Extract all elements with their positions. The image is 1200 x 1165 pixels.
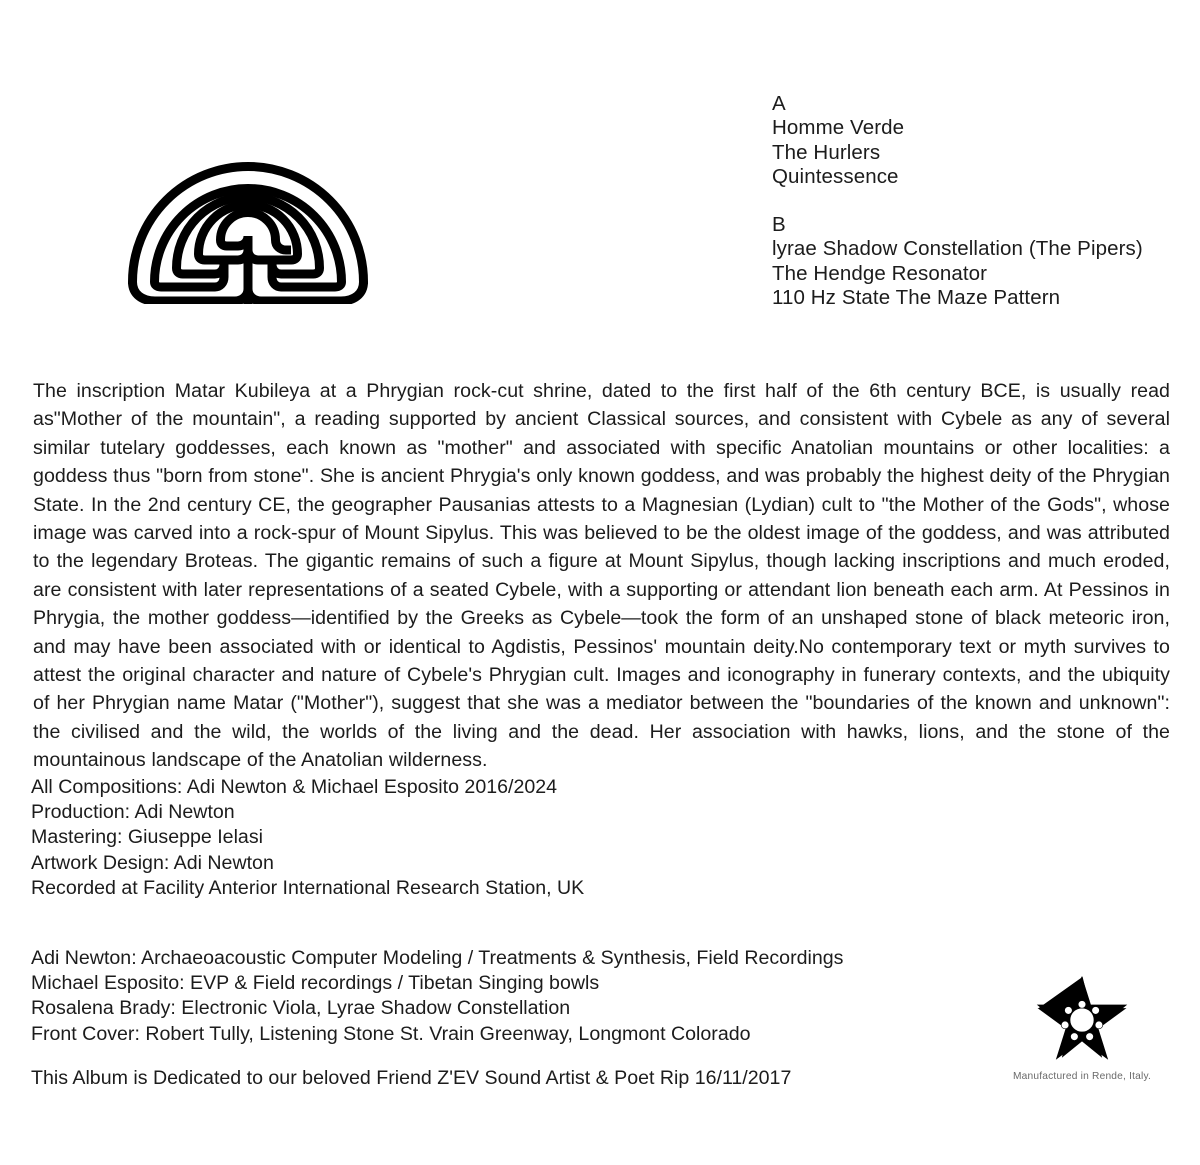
tracklist-side-a xyxy=(772,92,1143,189)
tracklist-side-b xyxy=(772,213,1143,310)
liner-notes-paragraph: The inscription Matar Kubileya at a Phrygian rock-cut shrine, dated to the first half of the 6th century BCE, is usually read as"Mother of the mountain", a reading supported by ancient Classical sources, and consistent with Cybele as any of several similar tutelary goddesses, each known as "mother" and associated with specific Anatolian mountains or other localities: a goddess thus "born from stone". She is ancient Phrygia's only known goddess, and was probably the highest deity of the Phrygian State. In the 2nd century CE, the geographer Pausanias attests to a Magnesian (Lydian) cult to "the Mother of the Gods", whose image was carved into a rock-spur of Mount Sipylus. This was believed to be the oldest image of the goddess, and was attributed to the legendary Broteas. The gigantic remains of such a figure at Mount Sipylus, though lacking inscriptions and much eroded, are consistent with later representations of a seated Cybele, with a supporting or attendant lion beneath each arm. At Pessinos in Phrygia, the mother goddess—identified by the Greeks as Cybele—took the form of an unshaped stone of black meteoric iron, and may have been associated with or identical to Agdistis, Pessinos' mountain deity.No contemporary text or myth survives to attest the original character and nature of Cybele's Phrygian cult. Images and iconography in funerary contexts, and the ubiquity of her Phrygian name Matar ("Mother"), suggest that she was a mediator between the "boundaries of the known and unknown": the civilised and the wild, the worlds of the living and the dead. Her association with hawks, lions, and the stone of the mountainous landscape of the Anatolian wilderness. xyxy=(33,380,1170,772)
heptagram-star-icon xyxy=(1034,974,1130,1066)
credit-line: Artwork Design: Adi Newton xyxy=(31,851,274,874)
tracklist xyxy=(772,92,1143,310)
performer-credits xyxy=(31,946,843,1047)
side-label-a: A xyxy=(772,92,786,115)
tracklist-spacer xyxy=(772,189,1143,213)
track-a1: Homme Verde xyxy=(772,116,905,140)
cretan-labyrinth-icon xyxy=(128,78,368,304)
credit-line: Michael Esposito: EVP & Field recordings / Tibetan Singing bowls xyxy=(31,972,600,995)
track-b2: The Hendge Resonator xyxy=(772,261,988,285)
track-b1: lyrae Shadow Constellation (The Pipers) xyxy=(772,237,1143,261)
track-a3: Quintessence xyxy=(772,164,899,188)
credit-line: All Compositions: Adi Newton & Michael Esposito 2016/2024 xyxy=(31,776,558,798)
credit-line: Front Cover: Robert Tully, Listening Stone St. Vrain Greenway, Longmont Colorado xyxy=(31,1022,751,1045)
track-a2: The Hurlers xyxy=(772,140,881,164)
credit-line: Adi Newton: Archaeoacoustic Computer Modeling / Treatments & Synthesis, Field Recordings xyxy=(31,947,844,969)
track-b3: 110 Hz State The Maze Pattern xyxy=(772,286,1061,310)
credit-line: Mastering: Giuseppe Ielasi xyxy=(31,826,263,849)
manufacturer-mark xyxy=(996,974,1168,1082)
production-credits xyxy=(31,775,584,901)
credit-line: Production: Adi Newton xyxy=(31,801,235,824)
credit-line: Recorded at Facility Anterior International Research Station, UK xyxy=(31,876,585,899)
dedication-text: This Album is Dedicated to our beloved Friend Z'EV Sound Artist & Poet Rip 16/11/2017 xyxy=(31,1067,792,1089)
credit-line: Rosalena Brady: Electronic Viola, Lyrae Shadow Constellation xyxy=(31,997,571,1020)
side-label-b: B xyxy=(772,213,786,237)
manufacturer-caption: Manufactured in Rende, Italy. xyxy=(1012,1071,1152,1082)
